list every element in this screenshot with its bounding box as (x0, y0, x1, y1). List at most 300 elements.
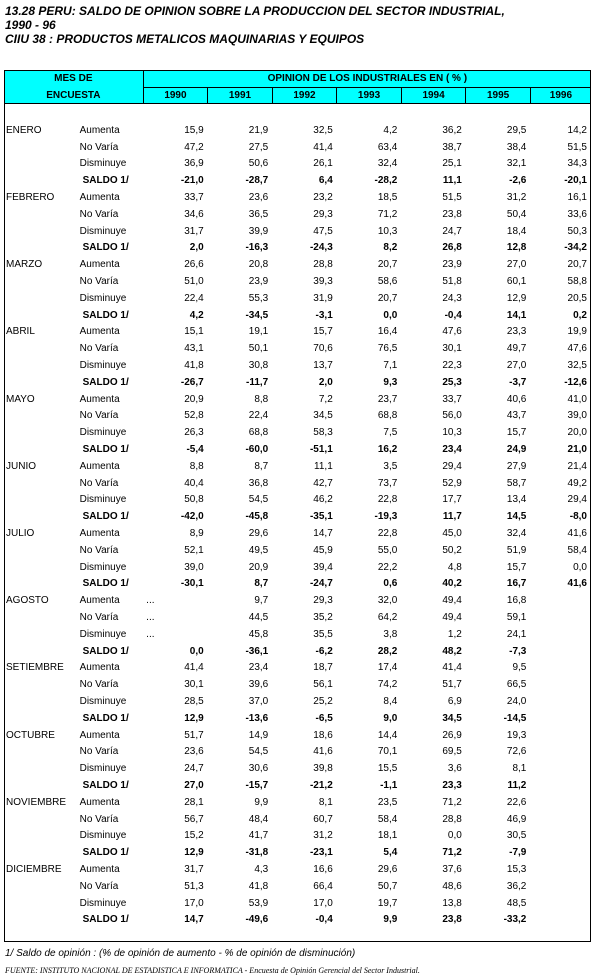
month-label: AGOSTO (6, 595, 49, 607)
value-cell: 22,8 (377, 494, 398, 506)
opinion-label: SALDO 1/ (82, 175, 129, 187)
value-cell: 29,3 (313, 595, 333, 607)
value-cell: 54,5 (248, 746, 269, 758)
value-cell (530, 727, 591, 744)
value-cell: 38,4 (506, 141, 527, 153)
value-cell: -3,7 (509, 376, 527, 388)
opinion-label: Aumenta (79, 528, 120, 540)
value-cell (530, 844, 591, 861)
opinion-label: Disminuye (79, 427, 127, 439)
value-cell: 28,5 (184, 695, 204, 707)
value-cell: 21,4 (567, 460, 587, 472)
value-cell: 24,7 (442, 225, 462, 237)
value-cell: 72,6 (506, 746, 527, 758)
value-cell: 17,0 (184, 897, 204, 909)
table-row (4, 189, 591, 206)
value-cell: 23,3 (506, 326, 527, 338)
opinion-label: Disminuye (79, 628, 127, 640)
value-cell: 48,2 (442, 645, 462, 657)
opinion-label: No Varía (79, 141, 119, 153)
value-cell: 21,9 (248, 124, 269, 136)
value-cell: 20,0 (567, 427, 587, 439)
value-cell: 3,5 (383, 460, 398, 472)
value-cell: 29,6 (377, 863, 398, 875)
value-cell: 29,3 (313, 208, 333, 220)
table-title: 13.28 PERU: SALDO DE OPINION SOBRE LA PRODUCCION DEL SECTOR INDUSTRIAL, (5, 4, 505, 18)
value-cell: 40,6 (506, 393, 527, 405)
value-cell: 58,3 (313, 427, 333, 439)
value-cell: -1,1 (380, 779, 398, 791)
footnote: 1/ Saldo de opinión : (% de opinión de aumento - % de opinión de disminución) (5, 948, 356, 959)
value-cell: 26,1 (313, 158, 333, 170)
value-cell: 46,2 (313, 494, 333, 506)
value-cell (530, 626, 591, 643)
value-cell: 46,9 (506, 813, 527, 825)
value-cell: 28,1 (184, 796, 204, 808)
opinion-label: SALDO 1/ (82, 444, 129, 456)
value-cell: 26,9 (442, 729, 462, 741)
value-cell: 15,2 (184, 830, 204, 842)
value-cell: 7,2 (318, 393, 333, 405)
table-row (4, 727, 591, 744)
saldo-row (4, 710, 591, 727)
value-cell: 51,7 (184, 729, 204, 741)
month-label: JULIO (6, 528, 35, 540)
month-label (4, 676, 77, 693)
value-cell: 47,5 (313, 225, 333, 237)
value-cell: 29,6 (248, 528, 269, 540)
value-cell: 51,8 (442, 276, 462, 288)
value-cell: 23,5 (377, 796, 398, 808)
value-cell: 41,8 (248, 880, 269, 892)
value-cell: -3,1 (315, 309, 333, 321)
value-cell (530, 693, 591, 710)
value-cell: 49,5 (248, 544, 269, 556)
value-cell: 55,0 (377, 544, 398, 556)
value-cell: 40,4 (184, 477, 204, 489)
opinion-label: Disminuye (79, 225, 127, 237)
value-cell: 9,0 (383, 712, 398, 724)
source-note: FUENTE: INSTITUTO NACIONAL DE ESTADISTICA E INFORMATICA - Encuesta de Opinión Gerencial del Sector Industrial. (5, 966, 420, 975)
value-cell: 17,4 (377, 662, 398, 674)
value-cell: 13,4 (506, 494, 527, 506)
value-cell: -21,0 (180, 175, 204, 187)
value-cell: 14,2 (567, 124, 587, 136)
value-cell: 38,7 (442, 141, 462, 153)
month-label (4, 693, 77, 710)
value-cell (530, 878, 591, 895)
value-cell: 51,5 (567, 141, 587, 153)
month-label (4, 542, 77, 559)
value-cell: 18,4 (506, 225, 527, 237)
value-cell: 28,8 (442, 813, 462, 825)
value-cell: 63,4 (377, 141, 398, 153)
value-cell: 26,6 (184, 259, 204, 271)
value-cell: 3,6 (447, 763, 462, 775)
value-cell: 24,3 (442, 292, 462, 304)
value-cell: 51,3 (184, 880, 204, 892)
table-header (4, 70, 591, 104)
value-cell: 60,7 (313, 813, 333, 825)
value-cell: 70,6 (313, 343, 333, 355)
table-row (4, 861, 591, 878)
value-cell: 51,9 (506, 544, 527, 556)
month-label (4, 492, 77, 509)
value-cell: 71,2 (442, 847, 462, 859)
value-cell: 23,4 (442, 444, 462, 456)
value-cell: 52,8 (184, 410, 204, 422)
table-row (4, 256, 591, 273)
value-cell: 15,5 (377, 763, 398, 775)
value-cell: 41,0 (567, 393, 587, 405)
table-row (4, 676, 591, 693)
opinion-label: Disminuye (79, 695, 127, 707)
month-label (4, 609, 77, 626)
value-cell: -51,1 (309, 444, 333, 456)
opinion-label: Aumenta (79, 460, 120, 472)
value-cell: 29,4 (442, 460, 462, 472)
month-label: JUNIO (6, 460, 36, 472)
value-cell: 19,1 (248, 326, 269, 338)
value-cell: 30,1 (442, 343, 462, 355)
table-row (4, 458, 591, 475)
value-cell: 31,7 (184, 225, 204, 237)
header-year: 1996 (530, 88, 591, 104)
value-cell: 49,2 (567, 477, 587, 489)
opinion-label: Disminuye (79, 494, 127, 506)
value-cell: 68,8 (377, 410, 398, 422)
table-row (4, 693, 591, 710)
month-label: ENERO (6, 124, 42, 136)
value-cell: 43,7 (506, 410, 527, 422)
month-label: MARZO (6, 259, 43, 271)
saldo-row (4, 240, 591, 257)
table-row (4, 139, 591, 156)
value-cell (530, 660, 591, 677)
value-cell: 18,5 (377, 192, 398, 204)
value-cell: 32,1 (506, 158, 527, 170)
value-cell: 41,4 (184, 662, 204, 674)
value-cell: -6,5 (315, 712, 333, 724)
value-cell (530, 895, 591, 912)
value-cell: 48,6 (442, 880, 462, 892)
value-cell: 25,2 (313, 695, 333, 707)
table-row (4, 660, 591, 677)
value-cell: 11,1 (442, 175, 462, 187)
value-cell: 9,5 (512, 662, 527, 674)
value-cell (530, 676, 591, 693)
table-row (4, 340, 591, 357)
value-cell: -5,4 (186, 444, 204, 456)
value-cell: -2,6 (509, 175, 527, 187)
value-cell: 43,1 (184, 343, 204, 355)
value-cell: 34,6 (184, 208, 204, 220)
value-cell: 26,3 (184, 427, 204, 439)
opinion-label: Aumenta (79, 326, 120, 338)
value-cell: 32,4 (377, 158, 398, 170)
value-cell: -7,3 (509, 645, 527, 657)
value-cell: 50,3 (567, 225, 587, 237)
value-cell: 58,4 (567, 544, 587, 556)
value-cell: -21,2 (309, 779, 333, 791)
table-row (4, 223, 591, 240)
value-cell: 12,9 (506, 292, 527, 304)
value-cell: -28,2 (374, 175, 398, 187)
month-label (4, 357, 77, 374)
value-cell: 4,2 (189, 309, 204, 321)
value-cell: 14,9 (248, 729, 269, 741)
value-cell: 49,4 (442, 595, 462, 607)
value-cell (530, 760, 591, 777)
opinion-label: SALDO 1/ (82, 712, 129, 724)
value-cell: 40,2 (442, 578, 462, 590)
value-cell: 23,2 (313, 192, 333, 204)
value-cell: 12,9 (184, 847, 204, 859)
value-cell (530, 609, 591, 626)
value-cell: -24,3 (309, 242, 333, 254)
value-cell: -31,8 (245, 847, 269, 859)
value-cell (530, 777, 591, 794)
value-cell: 30,1 (184, 679, 204, 691)
value-cell: 56,7 (184, 813, 204, 825)
month-label (4, 290, 77, 307)
value-cell: 58,8 (567, 276, 587, 288)
opinion-label: SALDO 1/ (82, 578, 129, 590)
value-cell: 34,3 (567, 158, 587, 170)
opinion-label: No Varía (79, 410, 119, 422)
table-row (4, 794, 591, 811)
value-cell: 56,1 (313, 679, 333, 691)
value-cell: 4,2 (383, 124, 398, 136)
value-cell: -26,7 (180, 376, 204, 388)
value-cell: 10,3 (442, 427, 462, 439)
month-label (4, 626, 77, 643)
value-cell: 2,0 (189, 242, 204, 254)
value-cell: 29,5 (506, 124, 527, 136)
value-cell: 32,5 (313, 124, 333, 136)
value-cell: 23,7 (377, 393, 398, 405)
value-cell: 32,0 (377, 595, 398, 607)
opinion-label: Aumenta (79, 863, 120, 875)
value-cell: 17,0 (313, 897, 333, 909)
opinion-label: Disminuye (79, 158, 127, 170)
table-row (4, 743, 591, 760)
month-label (4, 206, 77, 223)
opinion-label: Disminuye (79, 561, 127, 573)
value-cell (530, 643, 591, 660)
value-cell: 14,7 (184, 914, 204, 926)
value-cell: -36,1 (245, 645, 269, 657)
value-cell: 34,5 (442, 712, 462, 724)
value-cell: 39,3 (313, 276, 333, 288)
value-cell: 9,9 (254, 796, 269, 808)
value-cell: 31,2 (506, 192, 527, 204)
table-row (4, 273, 591, 290)
value-cell: -34,5 (245, 309, 269, 321)
header-year: 1990 (143, 88, 208, 104)
title-block (5, 4, 590, 46)
value-cell (530, 911, 591, 928)
month-label (4, 408, 77, 425)
value-cell: 51,0 (184, 276, 204, 288)
value-cell: 16,1 (567, 192, 587, 204)
header-year: 1995 (466, 88, 531, 104)
opinion-label: No Varía (79, 746, 119, 758)
value-cell: -42,0 (180, 511, 204, 523)
value-cell: 15,7 (506, 427, 527, 439)
value-cell: 41,6 (567, 528, 587, 540)
value-cell: 53,9 (248, 897, 269, 909)
opinion-label: Aumenta (79, 662, 120, 674)
opinion-label: Aumenta (79, 192, 120, 204)
value-cell: 22,2 (377, 561, 398, 573)
value-cell: 64,2 (377, 612, 398, 623)
value-cell: 23,6 (184, 746, 204, 758)
value-cell (530, 743, 591, 760)
value-cell: 27,0 (184, 779, 204, 791)
value-cell: 58,7 (506, 477, 527, 489)
value-cell: -6,2 (315, 645, 333, 657)
value-cell: 8,1 (318, 796, 333, 808)
table-row (4, 206, 591, 223)
value-cell: 22,8 (377, 528, 398, 540)
value-cell: 11,7 (442, 511, 462, 523)
table-row (4, 626, 591, 643)
value-cell: 22,4 (184, 292, 204, 304)
value-cell: 16,6 (313, 863, 333, 875)
month-label: DICIEMBRE (6, 863, 62, 875)
value-cell (530, 794, 591, 811)
value-cell: 47,2 (184, 141, 204, 153)
value-cell: 42,7 (313, 477, 333, 489)
month-label (4, 911, 77, 928)
value-cell: -20,1 (564, 175, 587, 187)
value-cell: 14,7 (313, 528, 333, 540)
month-label (4, 760, 77, 777)
value-cell: 39,9 (248, 225, 269, 237)
value-cell: 27,0 (506, 360, 527, 372)
value-cell: 8,8 (254, 393, 269, 405)
opinion-label: Disminuye (79, 897, 127, 909)
value-cell: 66,5 (506, 679, 527, 691)
table-row (4, 408, 591, 425)
month-label (4, 710, 77, 727)
opinion-label: SALDO 1/ (82, 779, 129, 791)
value-cell: 39,4 (313, 561, 333, 573)
value-cell: 74,2 (377, 679, 398, 691)
value-cell: 41,7 (248, 830, 269, 842)
opinion-label: No Varía (79, 813, 119, 825)
value-cell: -23,1 (309, 847, 333, 859)
value-cell: 51,5 (442, 192, 462, 204)
value-cell: 20,7 (377, 259, 398, 271)
table-row (4, 878, 591, 895)
value-cell: -34,2 (564, 242, 587, 254)
value-cell: 35,2 (313, 612, 333, 623)
value-cell: 17,7 (442, 494, 462, 506)
value-cell: 15,1 (184, 326, 204, 338)
opinion-label: SALDO 1/ (82, 914, 129, 926)
month-label (4, 307, 77, 324)
value-cell: 12,9 (184, 712, 204, 724)
opinion-label: SALDO 1/ (82, 376, 129, 388)
value-cell: 19,9 (567, 326, 587, 338)
table-row (4, 357, 591, 374)
saldo-row (4, 643, 591, 660)
value-cell: 0,0 (573, 561, 587, 573)
month-label (4, 441, 77, 458)
value-cell: 30,5 (506, 830, 527, 842)
table-row (4, 760, 591, 777)
value-cell: 34,5 (313, 410, 333, 422)
value-cell: 33,6 (567, 208, 587, 220)
opinion-label: SALDO 1/ (82, 309, 129, 321)
saldo-row (4, 307, 591, 324)
value-cell: ... (146, 595, 155, 607)
value-cell: 24,1 (506, 628, 527, 640)
month-label (4, 273, 77, 290)
value-cell: 15,3 (506, 863, 527, 875)
value-cell: 7,1 (383, 360, 398, 372)
value-cell: 10,3 (377, 225, 398, 237)
opinion-label: Aumenta (79, 124, 120, 136)
value-cell: 16,4 (377, 326, 398, 338)
header-year: 1991 (208, 88, 273, 104)
value-cell: 23,4 (248, 662, 269, 674)
value-cell: 14,4 (377, 729, 398, 741)
opinion-label: No Varía (79, 880, 119, 892)
table-row (4, 559, 591, 576)
value-cell: 8,2 (383, 242, 398, 254)
value-cell: 9,9 (383, 914, 398, 926)
value-cell: 50,8 (184, 494, 204, 506)
month-label (4, 576, 77, 593)
month-label (4, 811, 77, 828)
opinion-label: SALDO 1/ (82, 511, 129, 523)
value-cell: 18,7 (313, 662, 333, 674)
value-cell: 16,2 (377, 444, 398, 456)
saldo-row (4, 911, 591, 928)
opinion-label: Disminuye (79, 360, 127, 372)
value-cell: 23,9 (442, 259, 462, 271)
value-cell: 39,0 (184, 561, 204, 573)
value-cell: 20,7 (567, 259, 587, 271)
value-cell (530, 710, 591, 727)
value-cell: -8,0 (569, 511, 587, 523)
month-label: ABRIL (6, 326, 35, 338)
value-cell: -19,3 (374, 511, 398, 523)
value-cell: 27,0 (506, 259, 527, 271)
value-cell: 50,4 (506, 208, 527, 220)
value-cell: 50,6 (248, 158, 269, 170)
value-cell: 33,7 (442, 393, 462, 405)
table-row (4, 290, 591, 307)
opinion-label: SALDO 1/ (82, 645, 129, 657)
value-cell: 6,9 (447, 695, 462, 707)
value-cell: 41,4 (442, 662, 462, 674)
opinion-label: No Varía (79, 544, 119, 556)
value-cell: 20,8 (248, 259, 269, 271)
opinion-label: No Varía (79, 276, 119, 288)
value-cell: 0,0 (189, 645, 204, 657)
opinion-label: No Varía (79, 208, 119, 220)
value-cell: -16,3 (245, 242, 269, 254)
saldo-row (4, 777, 591, 794)
value-cell: 73,7 (377, 477, 398, 489)
value-cell: 26,8 (442, 242, 462, 254)
month-label: FEBRERO (6, 192, 55, 204)
value-cell: -49,6 (245, 914, 269, 926)
